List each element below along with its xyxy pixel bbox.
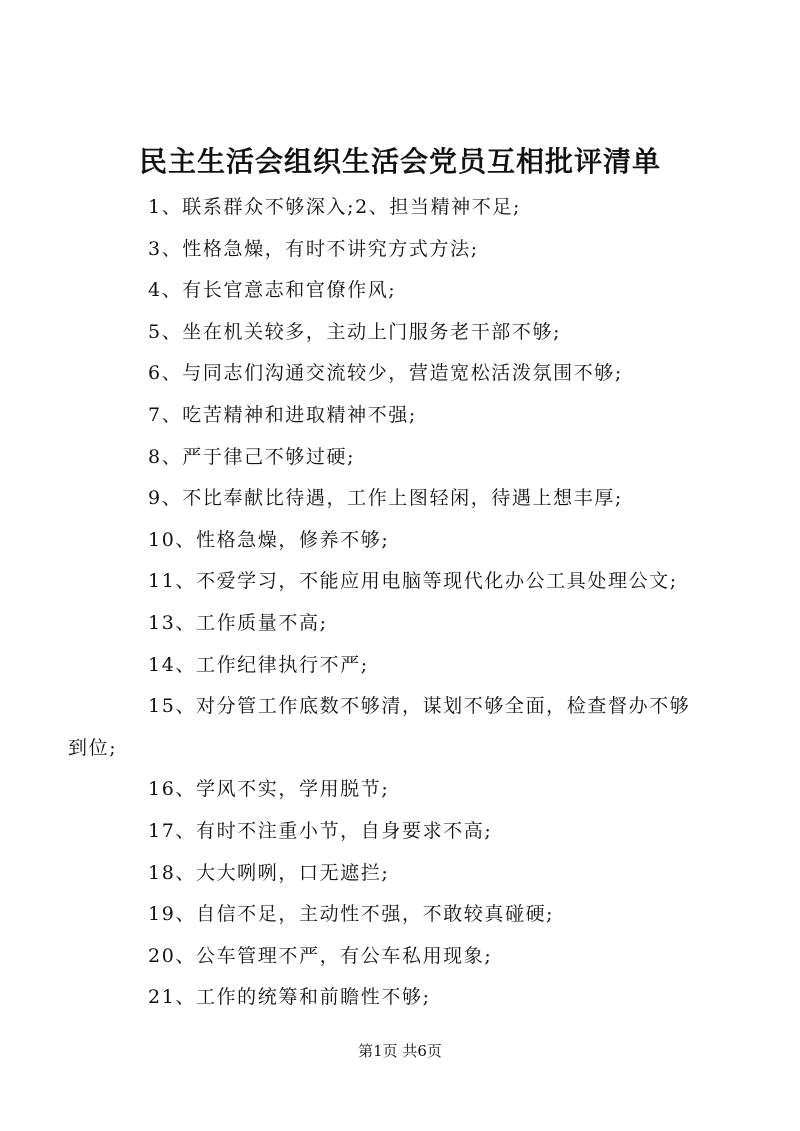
page-title: 民主生活会组织生活会党员互相批评清单 (138, 145, 661, 178)
list-item-text: 7、吃苦精神和进取精神不强; (148, 403, 417, 426)
list-item (108, 603, 708, 645)
list-item-continuation (68, 728, 708, 770)
list-item (108, 395, 708, 437)
list-item (108, 187, 708, 229)
list-item-text: 4、有长官意志和官僚作风; (148, 279, 397, 302)
list-item-text: 3、性格急燥，有时不讲究方式方法; (148, 237, 479, 260)
list-item-text: 5、坐在机关较多，主动上门服务老干部不够; (148, 320, 562, 343)
criticism-list (68, 187, 708, 1019)
list-item (108, 811, 708, 853)
list-item-text: 6、与同志们沟通交流较少，营造宽松活泼氛围不够; (148, 362, 623, 385)
list-item-text: 21、工作的统筹和前瞻性不够; (148, 986, 431, 1009)
list-item (108, 853, 708, 895)
list-item (108, 561, 708, 603)
list-item-text: 20、公车管理不严，有公车私用现象; (148, 944, 493, 967)
list-item (108, 894, 708, 936)
list-item-text: 19、自信不足，主动性不强，不敢较真碰硬; (148, 903, 555, 926)
list-item-text: 16、学风不实，学用脱节; (148, 778, 390, 801)
list-item-text: 14、工作纪律执行不严; (148, 653, 369, 676)
list-item-text: 15、对分管工作底数不够清，谋划不够全面，检查督办不够 (148, 695, 691, 718)
list-item (108, 769, 708, 811)
list-item (108, 437, 708, 479)
list-item-text: 8、严于律己不够过硬; (148, 445, 356, 468)
list-item-text: 18、大大咧咧，口无遮拦; (148, 861, 390, 884)
list-item-text: 1、联系群众不够深入;2、担当精神不足; (148, 196, 521, 218)
page-footer: 第1页 共6页 (358, 1042, 442, 1060)
list-item-text: 17、有时不注重小节，自身要求不高; (148, 819, 493, 842)
list-item (108, 977, 708, 1019)
list-item (108, 229, 708, 271)
list-item (108, 270, 708, 312)
list-item-text: 到位; (68, 736, 118, 759)
list-item-text: 9、不比奉献比待遇，工作上图轻闲，待遇上想丰厚; (148, 487, 623, 510)
list-item-text: 13、工作质量不高; (148, 611, 328, 634)
list-item-text: 11、不爱学习，不能应用电脑等现代化办公工具处理公文; (148, 570, 678, 593)
list-item (108, 645, 708, 687)
list-item-text: 10、性格急燥，修养不够; (148, 528, 390, 551)
list-item (108, 478, 708, 520)
list-item (108, 353, 708, 395)
list-item (108, 686, 708, 728)
list-item (108, 520, 708, 562)
list-item (108, 936, 708, 978)
list-item (108, 312, 708, 354)
